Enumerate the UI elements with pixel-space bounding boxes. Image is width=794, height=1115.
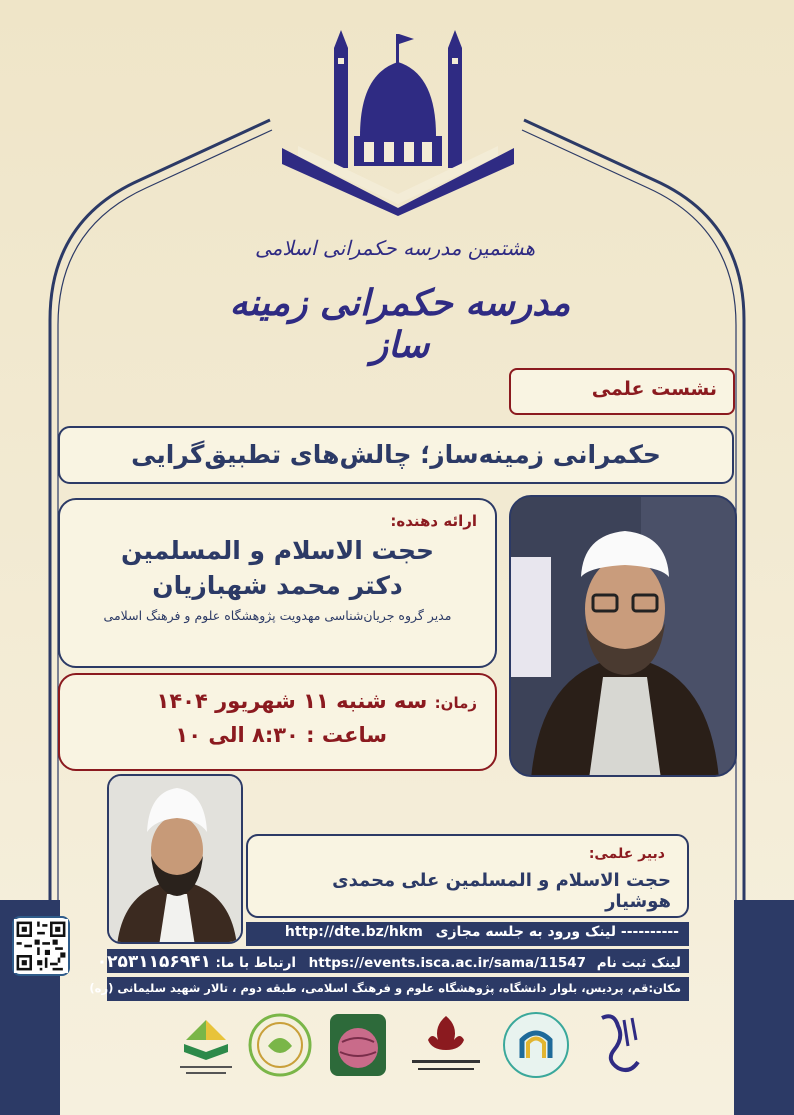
contact-phone[interactable]: ۰۲۵۳۱۱۵۶۹۴۱ bbox=[96, 952, 211, 972]
virtual-link[interactable]: http://dte.bz/hkm bbox=[284, 924, 423, 940]
sponsor-logo-ring bbox=[244, 1010, 316, 1080]
qr-code[interactable] bbox=[12, 916, 70, 976]
school-title: مدرسه حکمرانی زمینه ساز bbox=[229, 282, 571, 366]
register-bar bbox=[96, 949, 689, 973]
moderator-label: دبیر علمی: bbox=[588, 846, 665, 862]
presenter-name: دکتر محمد شهبازیان bbox=[152, 571, 403, 600]
register-link[interactable]: https://events.isca.ac.ir/sama/11547 bbox=[308, 955, 587, 971]
schedule-card bbox=[58, 673, 497, 771]
sponsor-logo-circle bbox=[500, 1010, 572, 1080]
moderator-photo bbox=[107, 774, 243, 944]
moderator-card bbox=[246, 834, 689, 918]
presenter-label: ارائه دهنده: bbox=[390, 512, 477, 530]
sponsor-logo-emblem bbox=[404, 1010, 488, 1080]
sponsor-logo-globe bbox=[322, 1010, 394, 1080]
presenter-card bbox=[58, 498, 497, 668]
location-bar: مکان:قم، پردیس، بلوار دانشگاه، پژوهشگاه علوم و فرهنگ اسلامی، طبقه دوم ، تالار شهید سلیمانی (ره) bbox=[107, 977, 689, 1001]
event-type-badge: نشست علمی bbox=[509, 368, 735, 415]
register-label: لینک ثبت نام bbox=[596, 955, 681, 971]
moderator-name: حجت الاسلام و المسلمین علی محمدی هوشیار bbox=[332, 870, 671, 912]
school-logo bbox=[272, 18, 524, 216]
virtual-link-label: لینک ورود به جلسه مجازی bbox=[435, 924, 617, 940]
presenter-title: حجت الاسلام و المسلمین bbox=[120, 536, 435, 565]
event-topic: حکمرانی زمینه‌ساز؛ چالش‌های تطبیق‌گرایی bbox=[58, 426, 734, 484]
sponsor-logo-book bbox=[170, 1010, 242, 1080]
sponsor-logo-calligraphy bbox=[584, 1010, 656, 1080]
date-value: سه شنبه ۱۱ شهریور ۱۴۰۴ bbox=[156, 689, 428, 713]
virtual-link-bar bbox=[246, 922, 689, 946]
presenter-role: مدیر گروه جریان‌شناسی مهدویت پژوهشگاه علوم و فرهنگ اسلامی bbox=[103, 608, 452, 623]
contact-label: ارتباط با ما: bbox=[215, 955, 296, 971]
presenter-photo bbox=[509, 495, 737, 777]
time-value: ساعت : ۸:۳۰ الی ۱۰ bbox=[175, 723, 387, 747]
dash-divider: ---------- bbox=[616, 924, 679, 940]
date-label: زمان: bbox=[434, 694, 477, 712]
school-subtitle: هشتمین مدرسه حکمرانی اسلامی bbox=[254, 236, 536, 260]
